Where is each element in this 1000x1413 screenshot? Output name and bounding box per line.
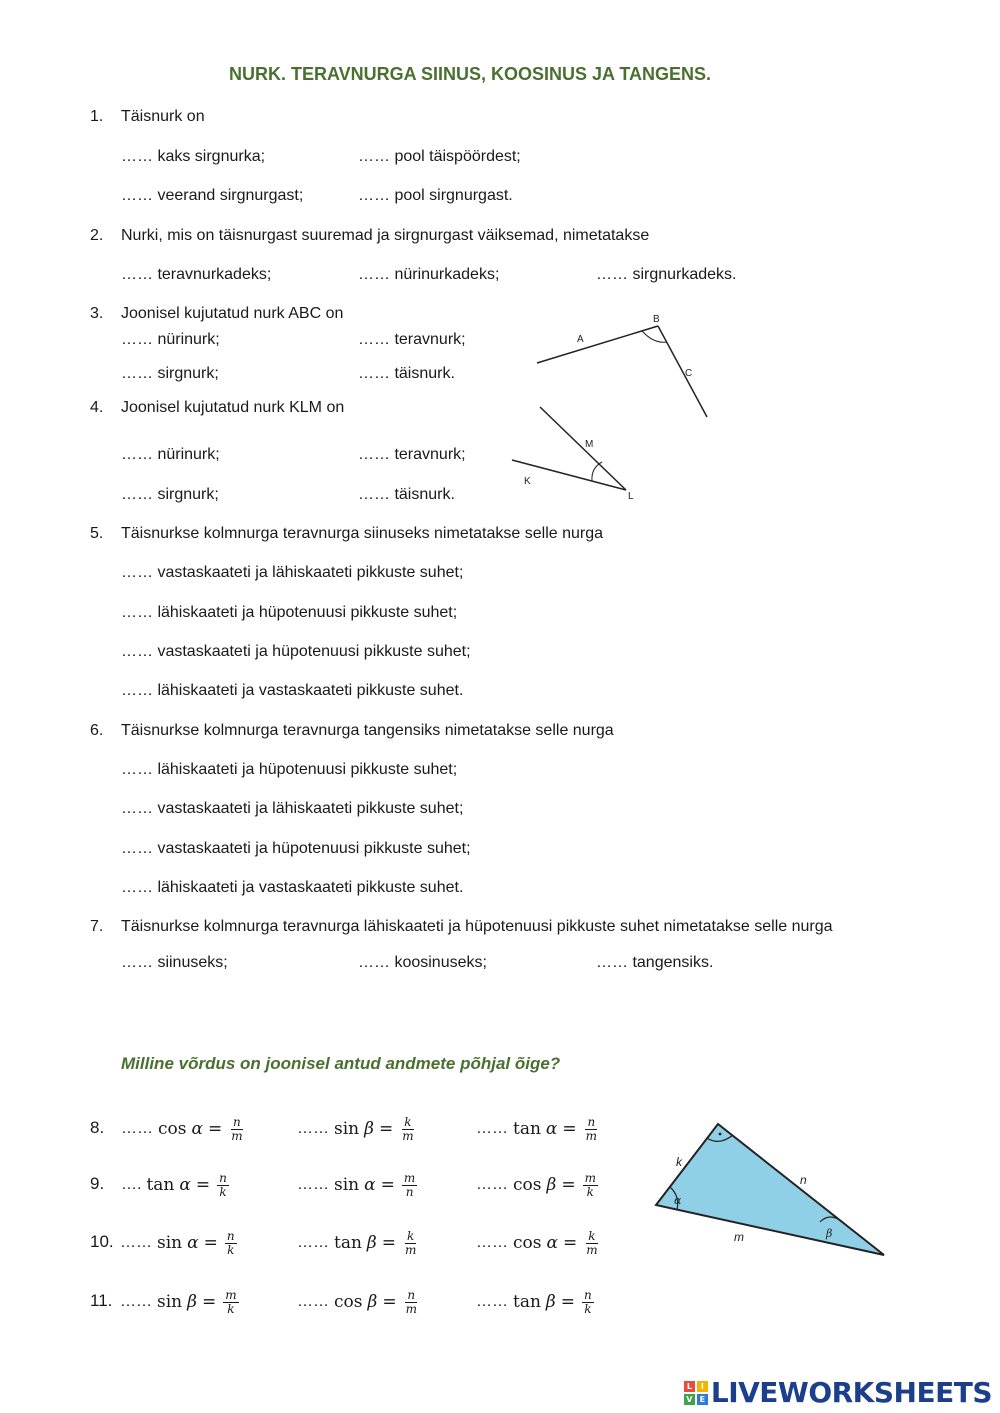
answer-dots: ……	[120, 1293, 152, 1311]
trig-function: sin	[157, 1233, 183, 1254]
equals-sign: =	[561, 1175, 576, 1196]
fraction-numerator: k	[588, 1229, 596, 1243]
trig-function: sin	[334, 1175, 360, 1196]
angle-label-beta: β	[826, 1227, 833, 1240]
answer-dots: ……	[297, 1120, 329, 1138]
logo-letter: I	[697, 1381, 708, 1392]
answer-option[interactable]: …… lähiskaateti ja vastaskaateti pikkuste suhet.	[121, 682, 464, 699]
fraction-numerator: k	[404, 1115, 412, 1129]
fraction-denominator: m	[585, 1128, 598, 1143]
question-number: 6.	[90, 722, 104, 739]
formula-number: 11.	[90, 1291, 113, 1310]
equals-sign: =	[562, 1233, 578, 1254]
trig-function: cos	[513, 1233, 542, 1254]
angle-variable: β	[187, 1292, 197, 1313]
answer-option[interactable]: …… siinuseks;	[121, 954, 228, 971]
formula-option[interactable]	[297, 1116, 416, 1142]
fraction-numerator: k	[407, 1229, 415, 1243]
formula-option[interactable]	[121, 1116, 245, 1142]
liveworksheets-logo	[684, 1376, 992, 1409]
answer-option[interactable]: …… nürinurk;	[121, 446, 220, 463]
fraction	[583, 1172, 598, 1198]
equals-sign: =	[207, 1119, 223, 1140]
answer-option[interactable]: …… nürinurk;	[121, 331, 220, 348]
question-text: Täisnurkse kolmnurga teravnurga lähiskaateti ja hüpotenuusi pikkuste suhet nimetatakse selle nurga	[121, 918, 833, 935]
fraction-numerator: n	[584, 1288, 592, 1302]
fraction-denominator: n	[405, 1184, 414, 1199]
question-text: Täisnurk on	[121, 108, 205, 125]
fraction	[403, 1230, 418, 1256]
answer-dots: ……	[476, 1234, 508, 1252]
answer-option[interactable]: …… sirgnurk;	[121, 486, 219, 503]
answer-option[interactable]: …… teravnurk;	[358, 331, 466, 348]
formula-number: 10.	[90, 1232, 114, 1251]
fraction-denominator: m	[405, 1301, 417, 1316]
formula-option[interactable]	[121, 1172, 229, 1198]
trig-function: tan	[146, 1175, 175, 1196]
answer-option[interactable]: …… pool sirgnurgast.	[358, 187, 513, 204]
answer-option[interactable]: …… sirgnurkadeks.	[596, 266, 737, 283]
answer-option[interactable]: …… pool täispöördest;	[358, 148, 521, 165]
trig-function: sin	[334, 1119, 360, 1140]
right-angle-dot	[719, 1133, 722, 1136]
formula-option[interactable]	[120, 1230, 237, 1256]
formula-option[interactable]	[297, 1172, 417, 1198]
point-label-k: K	[524, 476, 531, 487]
formula-option[interactable]	[476, 1289, 594, 1315]
side-label-m: m	[734, 1230, 744, 1244]
fraction	[404, 1289, 419, 1315]
answer-option[interactable]: …… teravnurkadeks;	[121, 266, 272, 283]
question-number: 1.	[90, 108, 104, 125]
point-label-c: C	[685, 368, 693, 379]
angle-label-alpha: α	[674, 1194, 682, 1207]
answer-option[interactable]: …… lähiskaateti ja vastaskaateti pikkuste suhet.	[121, 879, 464, 896]
point-label-l: L	[628, 491, 634, 502]
point-label-m: M	[585, 439, 594, 450]
equals-sign: =	[560, 1292, 575, 1313]
point-label-a: A	[577, 334, 584, 345]
formula-option[interactable]	[476, 1230, 600, 1256]
answer-dots: ……	[297, 1176, 329, 1194]
formula-number: 8.	[90, 1118, 105, 1137]
fraction-denominator: k	[586, 1184, 594, 1199]
fraction	[229, 1116, 244, 1142]
answer-dots: ……	[297, 1293, 329, 1311]
question-text: Joonisel kujutatud nurk ABC on	[121, 305, 344, 322]
equals-sign: =	[378, 1119, 394, 1140]
answer-option[interactable]: …… vastaskaateti ja lähiskaateti pikkuste suhet;	[121, 564, 464, 581]
answer-dots: ……	[476, 1120, 508, 1138]
answer-dots: ……	[476, 1176, 508, 1194]
trig-function: cos	[513, 1175, 542, 1196]
logo-mark	[684, 1381, 708, 1405]
formula-option[interactable]	[297, 1289, 419, 1315]
answer-option[interactable]: …… koosinuseks;	[358, 954, 487, 971]
ray-ba	[537, 326, 658, 363]
answer-option[interactable]: …… vastaskaateti ja hüpotenuusi pikkuste suhet;	[121, 643, 471, 660]
angle-variable: β	[545, 1292, 556, 1313]
equals-sign: =	[381, 1233, 396, 1254]
fraction	[584, 1116, 599, 1142]
angle-variable: β	[366, 1233, 377, 1254]
trig-function: sin	[157, 1292, 183, 1313]
question-number: 7.	[90, 918, 104, 935]
fraction-numerator: n	[407, 1288, 416, 1302]
trig-function: tan	[513, 1119, 541, 1140]
answer-option[interactable]: …… täisnurk.	[358, 365, 455, 382]
angle-variable: α	[187, 1233, 199, 1254]
question-number: 3.	[90, 305, 104, 322]
logo-letter: V	[684, 1394, 695, 1405]
fraction	[582, 1289, 594, 1315]
answer-dots: ……	[120, 1234, 152, 1252]
answer-option[interactable]: …… kaks sirgnurka;	[121, 148, 266, 165]
formula-number: 9.	[90, 1174, 105, 1193]
fraction	[400, 1116, 415, 1142]
fraction	[584, 1230, 599, 1256]
question-text: Täisnurkse kolmnurga teravnurga siinuseks nimetatakse selle nurga	[121, 525, 604, 542]
answer-dots: ……	[121, 1120, 153, 1138]
fraction	[402, 1172, 417, 1198]
section-subtitle: Milline võrdus on joonisel antud andmete põhjal õige?	[121, 1054, 561, 1073]
equals-sign: =	[201, 1292, 217, 1313]
equals-sign: =	[195, 1175, 211, 1196]
equals-sign: =	[380, 1175, 395, 1196]
logo-text: LIVEWORKSHEETS	[710, 1376, 992, 1409]
fraction	[217, 1172, 229, 1198]
answer-option[interactable]: …… nürinurkadeks;	[358, 266, 500, 283]
answer-option[interactable]: …… vastaskaateti ja hüpotenuusi pikkuste suhet;	[121, 840, 471, 857]
fraction-denominator: k	[227, 1301, 235, 1316]
answer-option[interactable]: …… teravnurk;	[358, 446, 466, 463]
answer-option[interactable]: …… täisnurk.	[358, 486, 455, 503]
formula-option[interactable]	[297, 1230, 418, 1256]
answer-option[interactable]: …… vastaskaateti ja lähiskaateti pikkuste suhet;	[121, 800, 464, 817]
logo-letter: L	[684, 1381, 695, 1392]
fraction-numerator: m	[584, 1171, 596, 1185]
angle-klm-diagram	[505, 402, 645, 502]
answer-dots: ….	[121, 1176, 142, 1194]
fraction-numerator: n	[219, 1171, 227, 1185]
trig-function: tan	[513, 1292, 541, 1313]
angle-variable: α	[546, 1233, 558, 1254]
equals-sign: =	[382, 1292, 397, 1313]
angle-variable: α	[191, 1119, 203, 1140]
fraction-denominator: k	[227, 1242, 235, 1257]
fraction-numerator: n	[233, 1115, 241, 1129]
angle-variable: α	[179, 1175, 191, 1196]
angle-variable: β	[364, 1119, 374, 1140]
trig-function: tan	[334, 1233, 362, 1254]
answer-option[interactable]: …… tangensiks.	[596, 954, 714, 971]
fraction	[223, 1289, 238, 1315]
trig-function: cos	[158, 1119, 187, 1140]
angle-variable: α	[364, 1175, 376, 1196]
side-label-n: n	[800, 1173, 807, 1187]
question-number: 4.	[90, 399, 104, 416]
formula-option[interactable]	[476, 1116, 599, 1142]
formula-option[interactable]	[476, 1172, 598, 1198]
angle-variable: β	[546, 1175, 557, 1196]
trig-function: cos	[334, 1292, 363, 1313]
equals-sign: =	[203, 1233, 218, 1254]
angle-variable: α	[545, 1119, 558, 1140]
fraction-denominator: m	[586, 1242, 598, 1257]
side-label-k: k	[676, 1155, 682, 1169]
logo-letter: E	[697, 1394, 708, 1405]
fraction-denominator: m	[231, 1128, 243, 1143]
fraction-denominator: k	[219, 1184, 227, 1199]
ray-bc	[658, 326, 707, 417]
fraction-numerator: n	[226, 1229, 235, 1243]
question-text: Nurki, mis on täisnurgast suuremad ja sirgnurgast väiksemad, nimetatakse	[121, 227, 650, 244]
answer-option[interactable]: …… veerand sirgnurgast;	[121, 187, 304, 204]
angle-variable: β	[367, 1292, 378, 1313]
fraction-numerator: m	[225, 1288, 237, 1302]
question-number: 5.	[90, 525, 104, 542]
answer-option[interactable]: …… lähiskaateti ja hüpotenuusi pikkuste suhet;	[121, 604, 458, 621]
point-label-b: B	[653, 314, 660, 325]
fraction-numerator: n	[587, 1115, 596, 1129]
ray-lm	[540, 407, 626, 490]
formula-option[interactable]	[120, 1289, 239, 1315]
fraction-denominator: m	[402, 1128, 414, 1143]
right-triangle-diagram	[650, 1118, 895, 1263]
question-text: Täisnurkse kolmnurga teravnurga tangensiks nimetatakse selle nurga	[121, 722, 614, 739]
equals-sign: =	[562, 1119, 577, 1140]
fraction-denominator: k	[584, 1301, 592, 1316]
question-number: 2.	[90, 227, 104, 244]
fraction	[225, 1230, 237, 1256]
triangle-shape	[656, 1124, 884, 1255]
page-title: NURK. TERAVNURGA SIINUS, KOOSINUS JA TANGENS.	[228, 64, 712, 84]
fraction-numerator: m	[403, 1171, 416, 1185]
fraction-denominator: m	[405, 1242, 417, 1257]
answer-option[interactable]: …… sirgnurk;	[121, 365, 219, 382]
answer-dots: ……	[297, 1234, 329, 1252]
question-text: Joonisel kujutatud nurk KLM on	[121, 399, 345, 416]
answer-option[interactable]: …… lähiskaateti ja hüpotenuusi pikkuste suhet;	[121, 761, 458, 778]
answer-dots: ……	[476, 1293, 508, 1311]
